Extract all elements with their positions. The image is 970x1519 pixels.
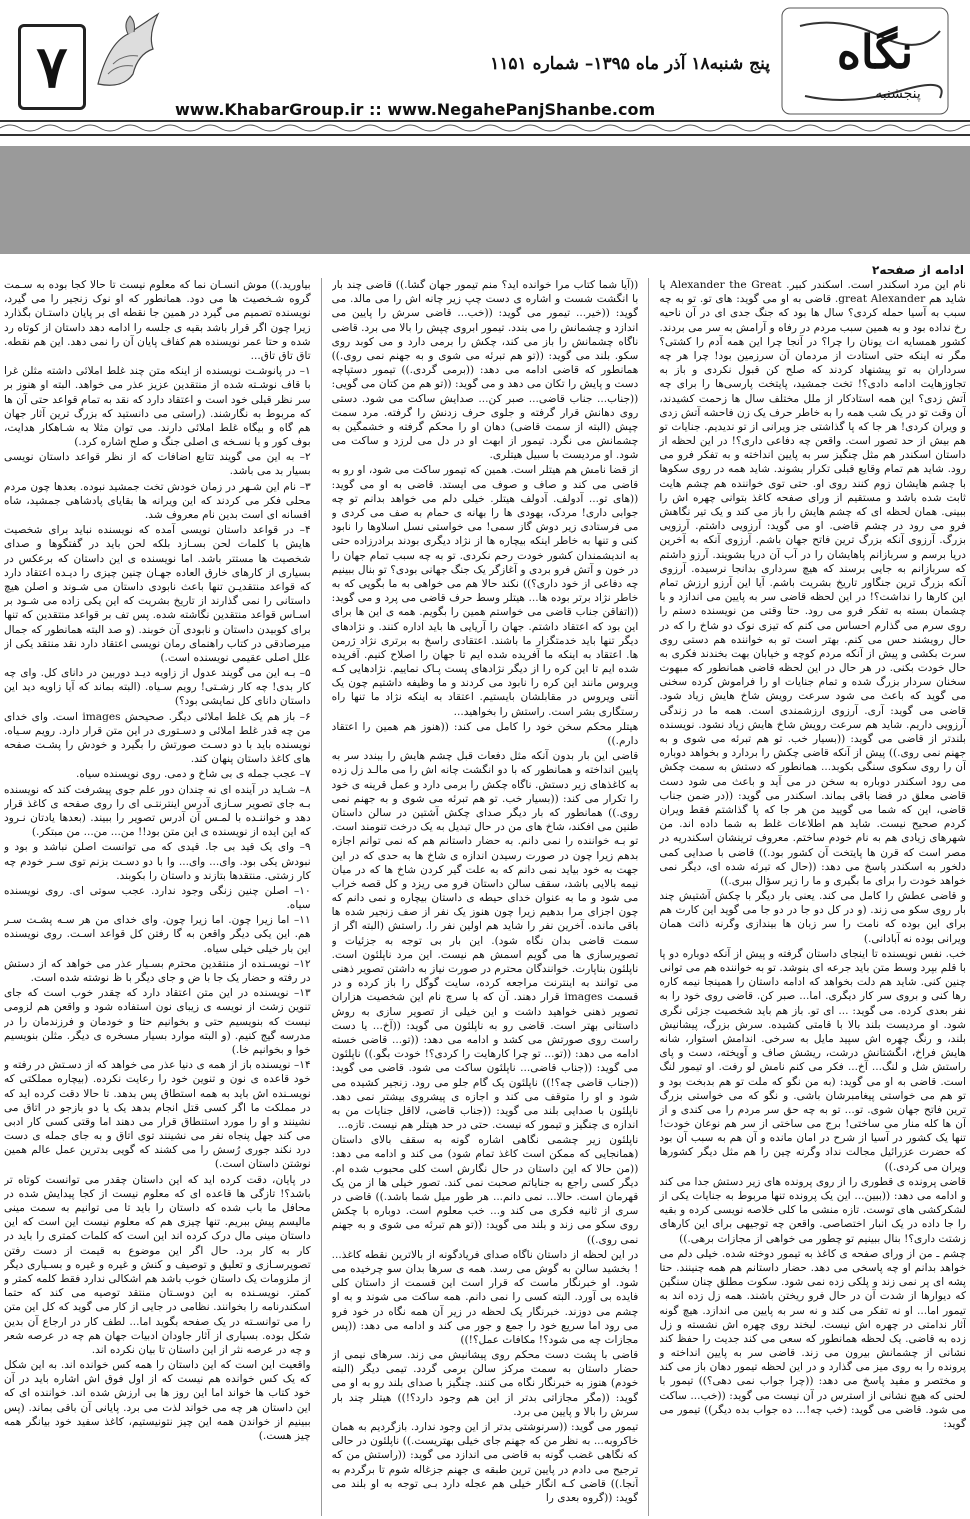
paragraph: ((آیا شما کتاب مرا خوانده اید؟ منم تیمور جهان گشا.)) قاضی چند بار با انگشت شست و اشاره ی دست چپ زیر چانه اش را می مالد. می گوید: ((خیر... تیمور می گوید: ((خب... قاضی سرش را پایین می اندازد و چشمانش را می بندد. تیمور ابروی چپش را بالا می برد. قاضی ناگاه چشمانش را باز می کند، چکش را برمی دارد و می کوبد روی سکو. بلند می گوید: ((تو هم تبرئه می شوی و به جهنم نمی روی.)) همانطور که قاضی ادامه می دهد: ((برمی گردی.)) تیمور دستپاچه دست و پایش را تکان می دهد و می گوید: ((تو هم من کتان می گویی: ((جناب... جناب قاضی... صبر کن... صدایش ساکت می شود. دستی روی دهانش قرار گرفته و جلوی حرف زدنش را گرفته. مرد سمت چپش (البته از سمت قاضی) دهان او را محکم گرفته و خشمگین به چشمانش می نگرد. تیمور از ابهت او در دل می لرزد و ساکت می شود. او مردیست با سبیل هیتلری.	[331, 279, 639, 462]
negah-logo	[780, 6, 950, 116]
footnote: ۸– شـاید در آینده ای نه چندان دور علم جوی پیشرفت کند که نویسنده بـه جای تصویر سـازی آدرس اینترنتـی ای را روی صفحه ی کاغذ قرار دهد و خواننـده با لمـس آن آدرس تصویر را ببیند. (بعدها یادتان نـرود که این ایده از نویسنده ی این متن بود!! من... من... من مبتکر.)	[3, 783, 311, 839]
paragraph: واقعیت این است که این داستان را همه کس خوانده اند. به این شکل که یک کس خوانده هم نیست که از اول فوق اش اشاره باید در آن خود کتاب ها خواند اما این روز ها بی ارزش شده اند. خواننده ای که این داستان هر چه می خواند لذت می برد. پایانی آن باقی بماند. (پس ببینیم از خواندن همه این چیز نتونیستیم، کاغذ سفید خود بیانگر همه چیز هست.)	[3, 1359, 311, 1442]
footnote: ۷– عجب جمله ی بی شاخ و دمی. روی نویسنده سیاه.	[75, 768, 311, 781]
footnote: ۱– در پانوشـت نویسنده از اینکه متن چند غلط املائی داشته مثلن غرا با قاف نوشـته شده از منتقدین عزیز عذر می خواهد. البته او هنوز بر سر نظر قبلی خود است و اعتقاد دارد که نقد به تمام قواعد حتی آن ها که مربوط به نگارشند. (راستی می دانستید که بزرگ ترین آثار جهان هم گاه و بیگاه غلط املائی دارند. می توان مثلا به شـاهکار هدایت، بوف کور و یا نسـخه ی اصلی جنگ و صلح اشاره کرد.)	[3, 365, 311, 449]
footnote: ۱۴– نویسنده باز از همه ی دنیا عذر می خواهد که از دسـتش در رفته و خود قاعده ی نون و تنوین خود را رعایت نکرده. (بیچاره مملکتی که نویسـنده اش باید به همه استطاق پس بدهد. تا حالا دقت کرده اید که در مملکت ما اگر کسی قتل انجام بدهد یک یا دو بازجو در اتاق می نشینند و او را مورد استنطاق قرار می دهند اما وقتی کسی کار ادبی می کند جهل پنجاه نفر می نشینند توی اتاق و به جای جمله ی دست درد نکند جوری رُسش را می کشند که گویی بدترین عمل عالم همین نوشتن داستان است.)	[3, 1059, 311, 1171]
paragraph: و قاضی عطش را کامل می کند. یعنی بار دیگر با چکش آشتیش چند بار روی سکو می زند. (و در کل دو جا در دو جا می گوید این کارت هم برای این بوده که نامت را سر زبان ها بیندازی وگرنه ذاتت همان ویرانی بوده نه آبادانی.)	[659, 890, 966, 945]
footnote: ۹– وای یک قید بی جا. قیدی که می توانست اصلن نباشد و بود و نبودش یکی بود. وای... وای... وا با دو دسـت بزنم توی سـر خودم چه کار زشتی. منتقدها بتازند و داستان را بکوبند.	[3, 841, 311, 882]
footnote: ۱۲– نویسـنده از منتقدین محترم بسـیار عذر می خواهد که از دستش در رفته و حضار یک جا با ض و جای دیگر با ظ نوشته شده است.	[3, 957, 311, 984]
paragraph: بیاورید.)) موش انسـان نما که معلوم نیست تا حالا کجا بوده به سـمت گروه شـخصیت ها می دود. همانطور که او نوک زنجیر را می گیرد، نویسنده تصمیم می گیرد در همین جا نقطه ای بر پایان داستـان بگذارد زیرا چون اگر قرار باشد بقیه ی جلسه را ادامه دهد داستان از کوتاه رد شده و حتا عمر نویسنده هم کفاف پایان آن را نمی دهد. این هم نقطه. تاق تاق تاق...	[3, 279, 311, 362]
paragraph: نام این مرد اسکندر است. اسکندر کبیر. Alexander the Great یا شاید هم great Alexander. قاضی به او می گوید: های تو. تو به چه سبب به آسیا حمله کردی؟ سال ها بود که جنگ جدی ای در آن ناحیه رخ نداده بود و به همین سبب مردم در رفاه و آرامش به سر می بردند. کشور همسایه ات یونان را چرا؟ در آنجا چرا این همه آدم را کشتی؟ مگر نه اینکه حتی استادت از مردمان آن سرزمین بود! چرا هر چه سرداران به تو پیشنهاد کردند که صلح کن قبول نکردی و باز به تجاوزهایت ادامه دادی؟! تخت جمشید، پایتخت پارسی‌ها را برای چه آتش زدی؟ این همه استادکار از ملل مختلف سال ها زحمت کشیدند، آن وقت تو در یک شب همه را به خاطر حرف یک زن فاحشه آتش زدی و ویران کردی! هر جا که پا گذاشتی جز ویرانی از تو ندیدیم. جنایات تو هم بیش از حد تصور است. واقعن چه دفاعی داری؟! در این لحظه از داستان اسکندر هم مثل چنگیز سر به پایین انداخته و به تفکر فرو می رود. شاید هم تمام وقایع قبلی تکرار بشوند. شاید همه در روی سکوها با چشم هایشان زوم کنند روی او. حتی توی خواننده هم چشم هایت ثابت شده باشد و مستقیم از ورای صفحه کاغذ بتوانی چهره اش را ببینی. همان لحظه ای که چشم هایش را باز می کند و یک تیر نگاهش فرو می رود در چشم قاضی. او می گوید: آرزویی داشتم. آرزویی بزرگ. آرزوی آنکه بزرگ ترین فاتح جهان باشم. آرزوی آنکه به آخرین دریا برسم و سربازانم پاهایشان را در آب آن دریا بشویند. آرزو داشتم که سربازانم به جایی برسند که هیچ سرداری بدانجا نرسیده. آرزوی آنکه بزرگ ترین جنگاور تاریخ بشریت باشم. آیا این آرزو ارزش تمام این کارها را نداشت؟! در این لحظه قاضی سر به پایین می اندازد و با چشمان بسته به تفکر فرو می رود. حتا وقتی من نویسنده دستم را روی سرم می گذارم احساس می کنم که تیزی نوک دو شاخ را که در حال رویشند حس می کنم. بهتر است تو به خواننده هم دستی روی سرت بکشی و پیش از آنکه مردم کوچه و خیابان بهت بخندند فکری به حال خودت بکنی. در هر حال در این لحظه قاضی همانطور که مبهوت سخنان سردار بزرگ شده و تمام جنایات او را فراموش کرده سخنی می گوید که باعث می شود سرعت رویش شاخ هایش زیاد شود. قاضی می گوید: آری. آرزوی ارزشمندی است. همه ما در زندگی آرزویی داریم. شاید هم سرعت رویش شاخ هایش زیاد نشود. نویسنده بلندتر از قاضی می گوید: ((بسیار خب. تو هم تبرئه می شوی و به جهنم نمی روی.)) پیش از آنکه قاضی چکش را بردارد و بخواهد دوباره آن را روی سکوی سنگی بکوبد... همانطور که دستش به سمت چکش می رود اسکندر دوباره به سخن در می آید و باعث می شود دست قاضی معلق در فضا باقی بماند. اسکندر می گوید: ((در ضمن جناب قاضی، این که شما می گویید من هر جا که پا گذاشتم فقط ویران کردم صحیح نیست. شاید هم اطلاعات غلط به شما داده اند. من شهرهای زیادی هم به نام خودم ساختم. معروف ترینشان اسکندریه در مصر است که قرن ها پایتخت آن کشور بود.)) قاضی با صدایی کمی دلخور به اسکندر پاسخ می دهد: ((حال که تبرئه شده ای، دیگر نمی خواهد خودت را برای ما بگیری و ما را زیر سؤال ببری.))	[659, 279, 966, 887]
paragraph: قاضی پرونده ی قطوری را از روی پرونده های زیر دستش جدا می کند و ادامه می دهد: ((ببین... این یک پرونده تنها مربوط به جنایات یکی از لشکرکشی های توست. تازه منشی ما کلی خلاصه نویسی کرده و بقیه را جا داده در یک انبار اختصاصی. واقعن چه توجیهی برای این کارهای زشتت داری؟! بنال ببینیم تو چطور می خواهی از مجازات برهی.))	[659, 1175, 966, 1245]
column-3	[4, 278, 311, 1516]
column-divider	[648, 278, 649, 1516]
website-links[interactable]: www.KhabarGroup.ir :: www.NegahePanjShanbe.com	[175, 100, 656, 119]
decorative-border	[0, 118, 970, 138]
svg-text:نگاه: نگاه	[836, 25, 914, 79]
paragraph: از قضا نامش هم هیتلر است. همین که تیمور ساکت می شود، او رو به قاضی می کند و صاف و صوف می ایستد. قاضی به او می گوید: ((های تو... آدولف. آدولف هیتلر. خیلی دلم می خواهد بدانم تو چه جوابی داری! مردک، یهودی ها را بهانه ی حمام به صف می کردی و می فرستادی زیر دوش گاز سمی! می خواستی نسل اسلاوها را نابود کنی و تنها به خاطر اینکه بیچاره ها از نژاد دیگری بودند برادرزاده حتی به اندیشمندان کشور خودت رحم نکردی. تو به چه سبب تمام جهان را در خون و آتش فرو بردی و آغازگر یک جنگ جهانی بودی؟ تو بنال ببینیم چه دفاعی از خود داری؟)) نکند حالا هم می خواهی به ما بگویی که به خاطر نژاد برتر بوده ها... هیتلر وسط حرف قاضی می پرد و می گوید: ((اتفاقن جناب قاضی می خواستم همین را بگویم. همه ی این ها برای این بود که اعتقاد داشتم. جهان را آریایی ها باید اداره کنند. و نژادهای دیگر تنها باید خدمتگزار ما باشند. اعتقادی راسخ به برتری نژاد ژرمن ها. اعتقاد به اینکه ما آفریده شده ایم تا جهان را اصلاح کنیم. آفریده شده ایم تا این کره را از دیگر نژادهای پست پـاک نماییم. نژادهایی کـه ویروس مانند این کره را نابود می کردند و ما وظیفه داشتیم چون یک آنتی ویروس در مقابلشان بایستیم. اعتقاد به اینکه نژاد ما تنها راه رستگاری بشر است. راستش را بخواهید...	[331, 464, 639, 718]
masthead	[0, 0, 970, 140]
footnote: ۲– به این می گویند تتابع اضافات که از نظر قواعد داستان نویسی بسیار بد می باشد.	[3, 451, 311, 478]
paragraph: قاضی با پشت دست محکم روی پیشانیش می زند. سرهای نیمی از حضار داستان به سمت مرکز سالن برمی گردد. تیمی دیگر (البته خودم) هنوز به خبرنگار نگاه می کنند. چنگیز با صدای بلند رو به او می گوید: ((مگر مجازاتی بدتر از این هم وجود دارد؟!)) هیتلر چند بار سرش را بالا و پایین می برد.	[331, 1349, 639, 1418]
paragraph: تیمور می گوید: ((سرنوشتی بدتر از این وجود ندارد. بازگردیم به همان خاکروبه... به نظر من که جهنم جای خیلی بهتریست.)) ناپلئون در حالی که نگاهی غضب گونه به قاضی می اندازد می گوید: ((راستش من که ترجیح می دادم در پایین ترین طبقه ی جهنم جزغاله شوم تا برگردم به آنجا.)) قاضی کـه انگار خیلی هم عجله دارد بـی توجه به او بلند می گوید: ((گروه بعدی را	[331, 1421, 639, 1504]
svg-text:پنجشنبه: پنجشنبه	[875, 86, 921, 102]
decorative-bird-icon	[88, 4, 168, 99]
footnote: ۱۰– اصلن چنین زنگی وجود ندارد. عجب سوتی ای. روی نویسنده سیاه.	[3, 884, 311, 912]
paragraph: در این لحظه از داستان ناگاه صدای فریادگونه از بالاترین نقطه کاغذ... ! بخشید سالن به گوش می رسد. همه ی سرها بدان سو چرخیده می شود. او خبرنگار ماست که قرار است این قسمت از داستان کلی فایده بی آورد. البته کسی را نمی دانم. همه ساکت می شوند و به او چشم می دوزند. خبرنگار یک لحظه در زیر آن همه نگاه در خود فرو می رود اما سریع خود را جمع و جور می کند و ادامه می دهد: ((پس مجازات چه می شود؟! مکافات عمل؟!))	[331, 1248, 639, 1346]
footnote: ۶– باز هم یک غلط املائی دیگر. صحیحش images است. وای خدای من چه قدر غلط املائی و دسـتوری در این متن قرار دارد. رویم سـیاه. نویسنده باید با دو دسـت صورتش را بگیرد و خودش را پشـت صفحه های کاغذ داستان پنهان کند.	[3, 710, 311, 766]
footnote: ۱۳– نویسنده در این متن اعتقاد دارد که چقدر خوب است که جای تنوین زشت از نویسه ی زیبای نون استفاده شود و واقعن هم لزومی نیست که بنویسیم حتی و بخوانیم حتا و خودمان و فرزندمان را در مدرسه گیج کنیم. (و البته موارد بسیار مسخره ی دیگر. مثلن بنویسیم خوا و بخوانیم خا.)	[3, 987, 311, 1056]
column-1	[659, 278, 966, 1516]
article-body	[4, 278, 966, 1516]
issue-date: پنج شنبه۱۸ آذر ماه ۱۳۹۵– شماره ۱۱۵۱	[490, 54, 770, 74]
paragraph: قاضی این بار بدون آنکه مثل دفعات قبل چشم هایش را ببندد سر به پایین انداخته و همانطور که با دو انگشت چانه اش را می مالـد زل زده به کاغذهای زیر دستش. ناگاه چکش را برمی دارد و عمل قرینه ی خود را تکرار می کند: ((بسیار خب. تو هم تبرئه می شوی و به جهنم نمی روی.)) همانطور که بار دیگر صدای چکش آشتین در سالن داستان طنین می افکند، شاخ های من در حال تبدیل به یک درخت تنومند است. تو بـه خواننده را نمی دانم. به حضار داستانم هم که نمی توانم اجازه بدهم زیرا چون در صورت رسیدن اندازه ی شاخ ها به حدی که در این جهت به خود بیاید نمی دانم که به علت گیر کردن شاخ ها که در میان نیمه بالایی باشد، سقف سالن داستان فرو می ریزد و کل قصه خراب می شود و ما به عنوان خدای حیطه ی داستان بیچاره و نمی دانم که چون اجزای مرا بدهیم زیرا چون هنوز یک نفر از صف زنجیر شده ها باقی مانده. آخرین نفر را شاید هم اولین نفر را. راستش (البته اگر از سمت قاضی بدان نگاه شود). این بار بی توجه به جزئیات و تصویرسازی ها می گویم اسمش هم نیست. این مرد ناپلئون است. ناپلئون بناپارت. خوانندگان محترم در صورت نیاز به داشتن تصویر ذهنی می توانند به اینترنت مراجعه کرده، سایت گوگل را باز کرده و در قسمت images قرار دهند. آن که با سرچ نام این شخصیت هزاران تصویر ذهنی خواهید داشت و این خیلی از تصویر سازی به روش داستانی بهتر است. قاضی رو به ناپلئون می گوید: ((آخ... یا دست راست روی صورتش می کشد و ادامه می دهد: ((تو... قاضی خسته ادامه می دهد: ((تو... تو چرا کارهایت را کردی؟! خودت بگو.)) ناپلئون می گوید: ((جناب قاضی... ناپلئون ساکت می شود. قاضی می گوید: ((جناب قاضی چه؟!)) ناپلئون یک گام جلو می رود. زنجیر کشیده می شود و او را متوقف می کند و اجازه ی پیشروی بیشتر نمی دهد. ناپلئون با صدایی بلند می گوید: ((جناب قاضی، لااقل جنایات من به اندازه ی چنگیز و تیمور که نیست. حتی در حد هیتلر هم نیست. تازه...	[331, 750, 639, 1132]
paragraph: در پایان، دقت کرده اید که این داستان چقدر می توانست کوتاه تر باشد؟! تازگی ها قاعده ای که معلوم نیست از کجا پیدایش شده در محافل ما باب شده که داستان را باید تا می توانیم به سمت مینی مالیسم پیش ببریم. تنها چیزی هم که معلوم نیست این است که این داستان مینی مال درک کرده اند این است که کلمات کمتری را باید در کار به کار برد. حال اگر این موضوع به قیمت از دست رفتن تصویرسـازی و تعلیق و توصیف و کنش و غیره و غیره و بسـیاری دیگر از ملزومات یک داستان خوب باشد هم اشکالی ندارد فقط کلمه کمتر و کمتر. نویسـنده به این دوسـتان منتقد توصیه می کند که حتما اسکندرنامه را بخوانند. نظامی در جایی از کار می گوید که کل این متن را می توانسـته در یک صفحه بگوید اما... لطف کار در ارجاع آن بدین شکل بوده. بسیاری از آثار جاودان ادبیات جهان هم چه در عرصه شعر و چه در عرصه نثر از این داستان تا بیان نکرده اند.	[3, 1173, 311, 1356]
paragraph: ناپلئون زیر چشمی نگاهی اشاره گونه به سقف بالای داستان (همانجایی که ممکن است کاغذ تمام شود) می کند و ادامه می دهد: ((من حالا که این داستان در حال نگارش است کلی محبوب شده ام. دیگر کسی راجع به جنایاتم صحبت نمی کند. تصور خیلی ها از من یک قهرمان است. حالا... نمی دانم... هر طور میل شما باشد.)) قاضی در سری از ثانیه فکری می کند و... خب معلوم است. دوباره با چکش روی سکو می زند و بلند می گوید: ((تو هم تبرئه می شوی و به جهنم نمی روی.))	[331, 1134, 639, 1246]
paragraph: خب. نفس نویسنده تا اینجای داستان گرفته و پیش از آنکه دوباره دو پا با قلم بپرد وسط متن باید جرعه ای بنوشد. تو به خواننده هم می توانی چنین کنی. شاید هم دلت بخواهد که ادامه داستان را همینجا نیمه کاره رها کنی و بروی سر کار دیگری. اما... صبر کن. قاضی روی خود را به نفر بعدی کرده. می گوید: ... ای تو. باز هم باید شخصیت جزئی نگری شود. او مردیست بلند بالا با قامتی کشیده. سرش بزرگ، پیشانیش بلند، و رنگ چهره اش سپید مایل به سرخی. اندامش استوار، شانه هایش فراخ، انگشتانش درشت، ریشش صاف و آویخته، دست و پای راستش شل و لنگ... آخ... فکر می کنم نامش لو رفت. او تیمور لنگ است. قاضی به او می گوید: (به من نگو که ملت تو هم بدبخت بود و تو هم می خواستی پیغامبرشان باشی. و نگو که می خواستی بزرگ ترین فاتح جهان شوی. تو... تو به چه حق سر مردم را می کندی و از آن ها کله منار می ساختی! برج می ساختی از سر هم نوعان خودت! تنها یک کشور در آسیا از شرح در امان مانده و آن هم به سبب آن بود که حضرت عزرائیل مجالت نداد وگرنه چین را هم مثل دیگر کشورها ویران می کردی.))	[659, 947, 966, 1173]
footnote: ۴– در قواعد داستان نویسی آمده که نویسنده نباید برای شخصیت هایش با کلمات لحن بسـازد بلکه لحن باید در گفتگوها و صدای شخصیت ها مستتر باشد. اما نویسنده ی این داستان که برعکس در بسیاری از کارهای خارق العاده جهـان چنین چیزی را دیـده اعتقاد دارد که قواعد منتقدیـن تنها باعث نابودی داستان می شـوند و اصلن هیچ داستانی را نمی گذارند از تاریخ بشریت که این یکی زاده می شـود بر اسـاس قواعد منتقدین نگاشته شده. پس تف بر قواعد منتقدین که تنها برای کوبیدن داستان و نابودی آن خوبند. (و صد البته همانطور که جمال میرصادقی در کتاب راهنمای رمان نویسی اعتقاد دارد نقد منتقد یکی از علل اصلی عقیمی نویسنده است.)	[3, 524, 311, 664]
footnote: ۳– نام این شـهر در زمان خودش تخت جمشید نبوده. بعدها چون مردم محلی فکر می کردند که این ویرانه ها بقایای پادشاهی جمشید، شاه افسانه ای است بدین نام معروف شد.	[3, 480, 311, 521]
footnote: ۱۱– اما زیرا چون. اما زیرا چون. وای خدای من هر سـه پشـت سـر هم. این یکی دیگر واقعن به گا رفتن کل قواعد اسـت. روی نویسنده این بار خیلی خیلی سیاه.	[3, 914, 311, 955]
footnote: ۵– بـه این می گویند عدول از زاویه دیـد دوربین در دانای کل. وای چه کار بدی! چه کار زشـتی! رویم سـیاه. (البته بماند که آیا زاویه دید این داستان دانای کل نمایشی بود؟)	[3, 667, 311, 708]
gray-banner	[0, 146, 970, 254]
column-divider	[321, 278, 322, 1516]
column-2	[332, 278, 639, 1516]
section-title: ادامه از صفحه۲	[872, 263, 964, 277]
paragraph: چشم ـ من از ورای صفحه ی کاغذ به تیمور دوخته شده. خیلی دلم می خواهد بدانم او چه پاسخی می دهد. حضار داستانم هم همه چنینند. حتا پشه ای پر نمی زند و پلکی زده نمی شود. سکوت مطلق چنان سنگین که دیوارها از شدت آن در حال فرو ریختن باشند. همه زل زده اند به تیمور اما... او نه تفکر می کند و نه سر به پایین می اندازد. هیچ گونه آثار ندامتی در چهره اش نیست. لبخند روی چهره اش نشسته و زل زده به قاضی. یک لحظه همانطور که سعی می کند جدیت را حفظ کند نشانی از چشمانش بیرون می زند. قاضی سر به پایین انداخته و پرونده را به روی میز می گذارد و در این لحظه تیمور دهان باز می کند و مختصر و مفید پاسخ می دهد: ((چرا جواب نمی دهی؟)) تیمور با لحنی که هیچ نشانی از استرس در آن نیست می گوید: ((خب... ساکت می شود. قاضی می گوید: (خب چه!... ده جواب بده دیگر)) تیمور می گوید:	[659, 1247, 966, 1430]
paragraph: هیتلر محکم سخن خود را کامل می کند: ((هنوز هم همین را اعتقاد دارم.))	[331, 720, 639, 747]
page-number: ۷	[18, 24, 86, 110]
